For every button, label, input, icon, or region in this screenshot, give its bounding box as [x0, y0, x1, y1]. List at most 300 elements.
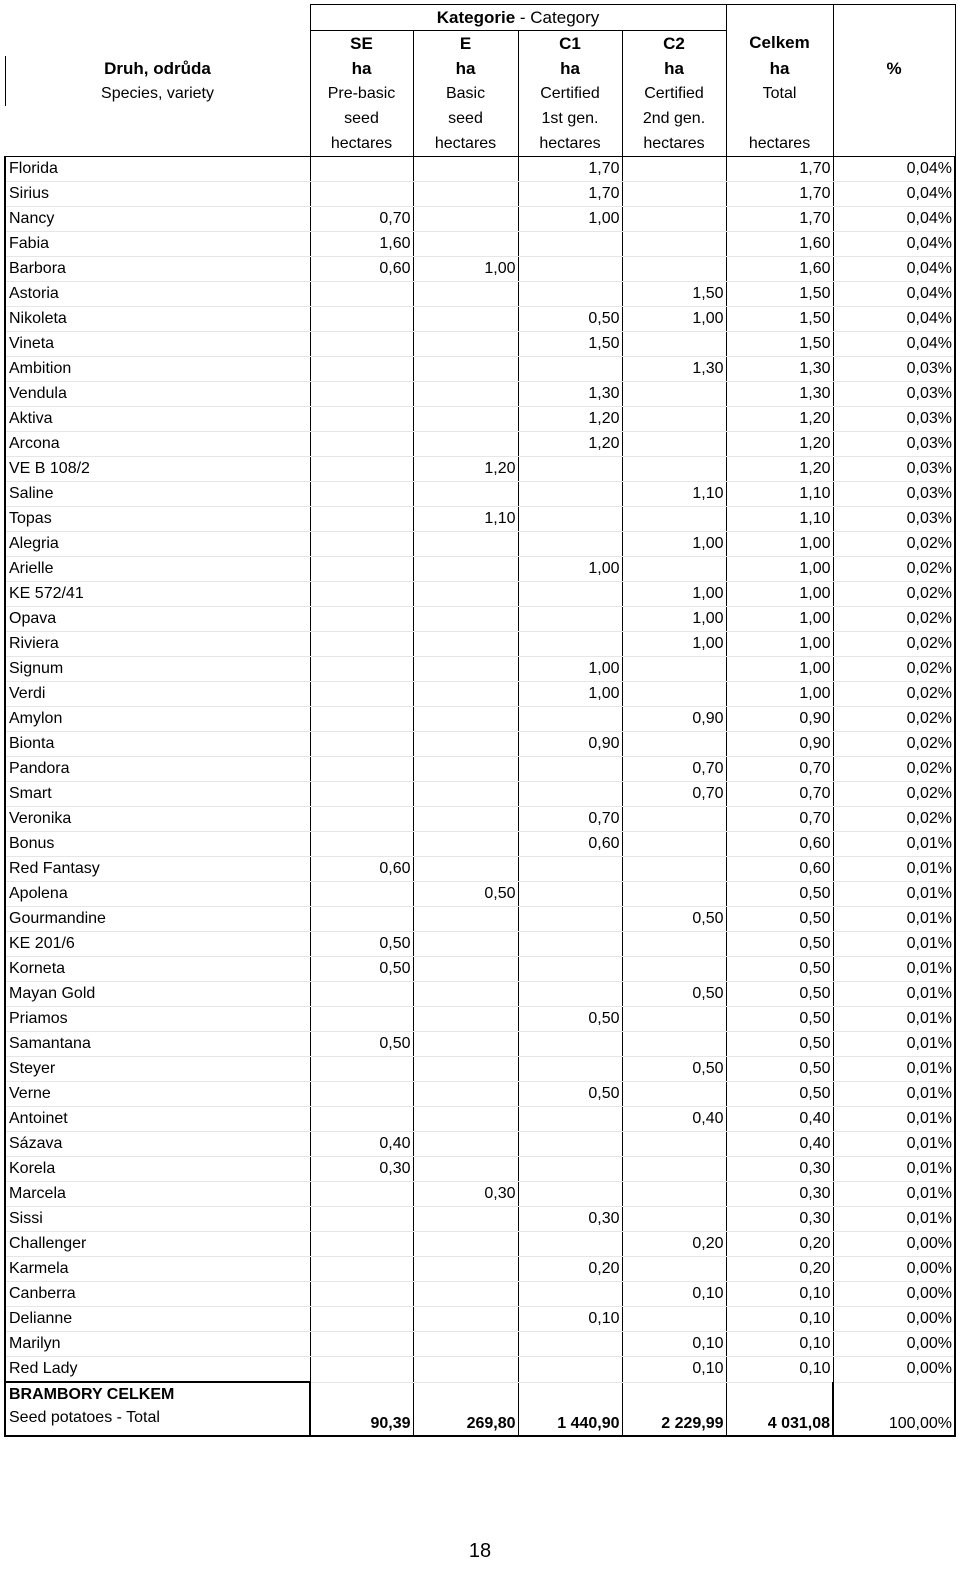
variety-name: Delianne: [5, 1307, 310, 1332]
cell-total: 1,20: [726, 457, 833, 482]
cell-c2: [622, 382, 726, 407]
table-row: [5, 732, 955, 757]
category-label-cz: Kategorie: [436, 7, 516, 27]
total-se: 90,39: [310, 1407, 413, 1436]
cell-e: [413, 557, 518, 582]
cell-total: 0,50: [726, 1007, 833, 1032]
cell-total: 0,10: [726, 1282, 833, 1307]
variety-name: KE 201/6: [5, 932, 310, 957]
cell-c1: 0,50: [518, 1007, 622, 1032]
cell-pct: 0,02%: [833, 532, 955, 557]
cell-c2: 0,90: [622, 707, 726, 732]
cell-total: 0,50: [726, 1057, 833, 1082]
table-row: [5, 1257, 955, 1282]
cell-e: [413, 807, 518, 832]
cell-e: [413, 757, 518, 782]
cell-pct: 0,04%: [833, 307, 955, 332]
table-row: [5, 1057, 955, 1082]
total-spacer: [310, 1382, 413, 1407]
variety-name: Bonus: [5, 832, 310, 857]
cell-se: [310, 832, 413, 857]
variety-name: Red Lady: [5, 1357, 310, 1383]
table-row: [5, 1157, 955, 1182]
header-row-units: [5, 56, 955, 81]
table-row: [5, 1357, 955, 1383]
header-blank-cell: [833, 31, 955, 57]
cell-se: [310, 557, 413, 582]
cell-c1: [518, 1332, 622, 1357]
cell-total: 1,00: [726, 657, 833, 682]
variety-name: Verdi: [5, 682, 310, 707]
cell-c2: [622, 1207, 726, 1232]
cell-c1: [518, 982, 622, 1007]
cell-c2: 0,70: [622, 782, 726, 807]
cell-e: [413, 1282, 518, 1307]
cell-total: 1,00: [726, 682, 833, 707]
cell-e: [413, 1357, 518, 1383]
table-row: [5, 857, 955, 882]
cell-pct: 0,02%: [833, 757, 955, 782]
cell-se: [310, 682, 413, 707]
cell-se: [310, 532, 413, 557]
col-unit-en-se: hectares: [310, 131, 413, 157]
cell-c2: 1,00: [622, 532, 726, 557]
cell-c1: 0,60: [518, 832, 622, 857]
cell-pct: 0,02%: [833, 557, 955, 582]
cell-total: 1,50: [726, 307, 833, 332]
cell-c1: 1,00: [518, 557, 622, 582]
variety-name: Ambition: [5, 357, 310, 382]
cell-se: 1,60: [310, 232, 413, 257]
cell-total: 0,70: [726, 807, 833, 832]
cell-e: [413, 932, 518, 957]
variety-name: VE B 108/2: [5, 457, 310, 482]
cell-c1: [518, 757, 622, 782]
cell-c2: [622, 1132, 726, 1157]
cell-c2: 1,50: [622, 282, 726, 307]
species-header-en: Species, variety: [5, 81, 310, 106]
cell-total: 0,30: [726, 1182, 833, 1207]
table-row: [5, 1082, 955, 1107]
col-code-total: Celkem: [726, 31, 833, 57]
cell-pct: 0,04%: [833, 182, 955, 207]
cell-se: [310, 882, 413, 907]
table-row: [5, 407, 955, 432]
table-row: [5, 882, 955, 907]
cell-pct: 0,02%: [833, 732, 955, 757]
total-spacer: [833, 1382, 955, 1407]
cell-se: [310, 182, 413, 207]
variety-name: Mayan Gold: [5, 982, 310, 1007]
table-row: [5, 507, 955, 532]
cell-se: [310, 1232, 413, 1257]
variety-name: Sirius: [5, 182, 310, 207]
table-row: [5, 832, 955, 857]
cell-e: [413, 1057, 518, 1082]
total-pct: 100,00%: [833, 1407, 955, 1436]
cell-se: [310, 482, 413, 507]
variety-name: Gourmandine: [5, 907, 310, 932]
variety-name: Priamos: [5, 1007, 310, 1032]
cell-c2: 1,00: [622, 632, 726, 657]
variety-name: Red Fantasy: [5, 857, 310, 882]
variety-name: Nancy: [5, 207, 310, 232]
cell-total: 0,50: [726, 907, 833, 932]
cell-se: [310, 507, 413, 532]
cell-c1: [518, 357, 622, 382]
cell-se: [310, 1357, 413, 1383]
cell-c2: [622, 432, 726, 457]
cell-e: [413, 182, 518, 207]
cell-c2: [622, 832, 726, 857]
cell-se: [310, 782, 413, 807]
cell-c2: [622, 332, 726, 357]
cell-se: [310, 582, 413, 607]
cell-c2: [622, 1007, 726, 1032]
cell-se: 0,40: [310, 1132, 413, 1157]
cell-e: [413, 732, 518, 757]
cell-c2: [622, 507, 726, 532]
cell-pct: 0,02%: [833, 707, 955, 732]
cell-c2: [622, 557, 726, 582]
cell-total: 1,60: [726, 257, 833, 282]
variety-name: Veronika: [5, 807, 310, 832]
cell-c1: [518, 582, 622, 607]
col-unit-en-total: hectares: [726, 131, 833, 157]
cell-total: 0,60: [726, 857, 833, 882]
cell-pct: 0,02%: [833, 632, 955, 657]
total-total: 4 031,08: [726, 1407, 833, 1436]
table-row: [5, 457, 955, 482]
cell-e: [413, 357, 518, 382]
variety-name: Smart: [5, 782, 310, 807]
cell-c1: [518, 532, 622, 557]
cell-e: [413, 832, 518, 857]
table-row: [5, 1107, 955, 1132]
cell-pct: 0,03%: [833, 482, 955, 507]
col-name2-c2: 2nd gen.: [622, 106, 726, 131]
header-blank-cell: [833, 131, 955, 157]
cell-c1: [518, 1132, 622, 1157]
cell-e: [413, 1082, 518, 1107]
cell-e: [413, 1332, 518, 1357]
cell-total: 1,50: [726, 332, 833, 357]
cell-pct: 0,04%: [833, 257, 955, 282]
cell-total: 0,50: [726, 932, 833, 957]
cell-c2: [622, 657, 726, 682]
col-name2-c1: 1st gen.: [518, 106, 622, 131]
col-unit-e: ha: [413, 56, 518, 81]
table-row: [5, 982, 955, 1007]
cell-total: 1,70: [726, 207, 833, 232]
variety-name: Nikoleta: [5, 307, 310, 332]
cell-se: [310, 1282, 413, 1307]
header-row-category: [5, 5, 955, 31]
cell-se: 0,60: [310, 257, 413, 282]
cell-e: [413, 1132, 518, 1157]
total-spacer: [413, 1382, 518, 1407]
cell-pct: 0,02%: [833, 657, 955, 682]
table-row: [5, 807, 955, 832]
table-row: [5, 1232, 955, 1257]
header-blank-cell: [5, 5, 310, 31]
cell-e: [413, 1207, 518, 1232]
cell-pct: 0,00%: [833, 1307, 955, 1332]
cell-c1: [518, 857, 622, 882]
cell-c2: [622, 957, 726, 982]
cell-pct: 0,01%: [833, 1182, 955, 1207]
cell-se: [310, 732, 413, 757]
category-separator: -: [515, 7, 531, 27]
cell-c1: [518, 882, 622, 907]
cell-total: 1,00: [726, 632, 833, 657]
cell-se: [310, 382, 413, 407]
col-unit-total: ha: [726, 56, 833, 81]
cell-se: [310, 1082, 413, 1107]
cell-pct: 0,02%: [833, 682, 955, 707]
cell-se: 0,60: [310, 857, 413, 882]
cell-total: 1,20: [726, 407, 833, 432]
variety-name: Marilyn: [5, 1332, 310, 1357]
cell-se: [310, 1182, 413, 1207]
col-code-c1: C1: [518, 31, 622, 57]
cell-e: 0,30: [413, 1182, 518, 1207]
table-row: [5, 957, 955, 982]
cell-total: 1,00: [726, 557, 833, 582]
cell-pct: 0,00%: [833, 1232, 955, 1257]
cell-e: [413, 482, 518, 507]
species-header-cz: Druh, odrůda: [5, 56, 310, 81]
variety-name: Canberra: [5, 1282, 310, 1307]
table-row: [5, 1282, 955, 1307]
cell-c2: 0,10: [622, 1357, 726, 1383]
variety-name: Pandora: [5, 757, 310, 782]
cell-e: [413, 332, 518, 357]
cell-total: 0,40: [726, 1107, 833, 1132]
variety-name: Apolena: [5, 882, 310, 907]
cell-c2: [622, 182, 726, 207]
cell-pct: 0,01%: [833, 982, 955, 1007]
cell-e: [413, 1257, 518, 1282]
cell-c2: [622, 682, 726, 707]
cell-c2: [622, 407, 726, 432]
cell-c1: 0,50: [518, 307, 622, 332]
cell-pct: 0,02%: [833, 782, 955, 807]
cell-c1: [518, 957, 622, 982]
header-row-codes: [5, 31, 955, 57]
cell-pct: 0,03%: [833, 432, 955, 457]
cell-c2: [622, 1307, 726, 1332]
cell-se: [310, 607, 413, 632]
table-row: [5, 582, 955, 607]
cell-c2: [622, 857, 726, 882]
cell-c1: 1,20: [518, 407, 622, 432]
cell-e: 0,50: [413, 882, 518, 907]
cell-pct: 0,02%: [833, 807, 955, 832]
cell-c1: [518, 707, 622, 732]
total-spacer: [622, 1382, 726, 1407]
cell-c2: [622, 1082, 726, 1107]
variety-name: Steyer: [5, 1057, 310, 1082]
table-row: [5, 1182, 955, 1207]
cell-pct: 0,04%: [833, 207, 955, 232]
col-code-e: E: [413, 31, 518, 57]
cell-c2: 0,50: [622, 982, 726, 1007]
cell-total: 1,30: [726, 357, 833, 382]
variety-name: Signum: [5, 657, 310, 682]
cell-c1: 1,30: [518, 382, 622, 407]
cell-e: [413, 782, 518, 807]
variety-name: Karmela: [5, 1257, 310, 1282]
cell-pct: 0,00%: [833, 1332, 955, 1357]
cell-se: 0,70: [310, 207, 413, 232]
cell-e: 1,10: [413, 507, 518, 532]
cell-total: 0,20: [726, 1232, 833, 1257]
cell-total: 1,50: [726, 282, 833, 307]
cell-e: [413, 1157, 518, 1182]
cell-e: 1,00: [413, 257, 518, 282]
cell-se: [310, 907, 413, 932]
page-number: 18: [468, 1540, 492, 1562]
header-blank-cell: [5, 31, 310, 57]
cell-c1: [518, 1282, 622, 1307]
cell-c1: 0,70: [518, 807, 622, 832]
cell-c1: 1,70: [518, 182, 622, 207]
cell-pct: 0,03%: [833, 357, 955, 382]
cell-pct: 0,00%: [833, 1257, 955, 1282]
total-c2: 2 229,99: [622, 1407, 726, 1436]
cell-pct: 0,03%: [833, 457, 955, 482]
cell-se: [310, 632, 413, 657]
table-row: [5, 307, 955, 332]
cell-c1: 1,00: [518, 207, 622, 232]
col-code-se: SE: [310, 31, 413, 57]
cell-total: 0,30: [726, 1207, 833, 1232]
cell-se: [310, 707, 413, 732]
cell-c2: 0,10: [622, 1332, 726, 1357]
cell-c1: [518, 457, 622, 482]
header-blank-cell: [833, 81, 955, 106]
table-row: [5, 382, 955, 407]
cell-se: 0,50: [310, 957, 413, 982]
cell-c2: 0,20: [622, 1232, 726, 1257]
cell-pct: 0,01%: [833, 1157, 955, 1182]
variety-name: Korela: [5, 1157, 310, 1182]
cell-se: [310, 1307, 413, 1332]
cell-pct: 0,01%: [833, 1007, 955, 1032]
cell-pct: 0,03%: [833, 382, 955, 407]
cell-total: 1,00: [726, 532, 833, 557]
cell-pct: 0,01%: [833, 1032, 955, 1057]
variety-name: Amylon: [5, 707, 310, 732]
cell-c2: [622, 1257, 726, 1282]
cell-c1: 1,00: [518, 682, 622, 707]
cell-c2: [622, 207, 726, 232]
total-spacer: [518, 1382, 622, 1407]
cell-e: [413, 157, 518, 182]
cell-se: [310, 982, 413, 1007]
category-label-en: Category: [530, 7, 600, 27]
cell-pct: 0,01%: [833, 832, 955, 857]
table-row: [5, 207, 955, 232]
table-row: [5, 1207, 955, 1232]
cell-c2: [622, 257, 726, 282]
cell-c1: [518, 1157, 622, 1182]
cell-c1: [518, 1032, 622, 1057]
cell-c1: 0,30: [518, 1207, 622, 1232]
total-row-en: [5, 1407, 955, 1436]
cell-se: [310, 1107, 413, 1132]
cell-pct: 0,04%: [833, 282, 955, 307]
cell-e: [413, 532, 518, 557]
cell-total: 0,20: [726, 1257, 833, 1282]
variety-name: Saline: [5, 482, 310, 507]
col-name2-total: [726, 106, 833, 131]
cell-total: 1,70: [726, 157, 833, 182]
cell-se: [310, 407, 413, 432]
cell-e: [413, 432, 518, 457]
cell-pct: 0,01%: [833, 1107, 955, 1132]
seed-potato-table: [4, 4, 956, 1437]
cell-e: [413, 907, 518, 932]
cell-e: [413, 207, 518, 232]
variety-name: Sissi: [5, 1207, 310, 1232]
table-row: [5, 1332, 955, 1357]
variety-name: Astoria: [5, 282, 310, 307]
cell-total: 0,70: [726, 757, 833, 782]
cell-total: 0,50: [726, 882, 833, 907]
cell-e: [413, 282, 518, 307]
header-blank-cell: [833, 106, 955, 131]
cell-e: [413, 1007, 518, 1032]
table-row: [5, 532, 955, 557]
cell-e: [413, 657, 518, 682]
cell-c1: [518, 632, 622, 657]
cell-pct: 0,01%: [833, 857, 955, 882]
col-unit-c1: ha: [518, 56, 622, 81]
col-name2-se: seed: [310, 106, 413, 131]
table-row: [5, 357, 955, 382]
cell-e: [413, 232, 518, 257]
cell-c1: 1,50: [518, 332, 622, 357]
header-blank-cell: [5, 106, 310, 131]
col-unit-se: ha: [310, 56, 413, 81]
cell-e: [413, 407, 518, 432]
cell-total: 1,00: [726, 582, 833, 607]
total-label-en: Seed potatoes - Total: [5, 1407, 310, 1436]
table-row: [5, 1032, 955, 1057]
table-row: [5, 782, 955, 807]
cell-pct: 0,04%: [833, 157, 955, 182]
cell-e: [413, 682, 518, 707]
variety-name: Topas: [5, 507, 310, 532]
table-row: [5, 282, 955, 307]
variety-name: KE 572/41: [5, 582, 310, 607]
cell-se: 0,30: [310, 1157, 413, 1182]
cell-c1: [518, 232, 622, 257]
cell-c1: [518, 782, 622, 807]
cell-total: 1,00: [726, 607, 833, 632]
cell-se: [310, 457, 413, 482]
cell-total: 1,10: [726, 507, 833, 532]
cell-c2: [622, 1157, 726, 1182]
total-row-cz: [5, 1382, 955, 1407]
cell-e: [413, 982, 518, 1007]
variety-name: Sázava: [5, 1132, 310, 1157]
variety-name: Verne: [5, 1082, 310, 1107]
col-unit-en-c1: hectares: [518, 131, 622, 157]
header-row-hectares: [5, 131, 955, 157]
